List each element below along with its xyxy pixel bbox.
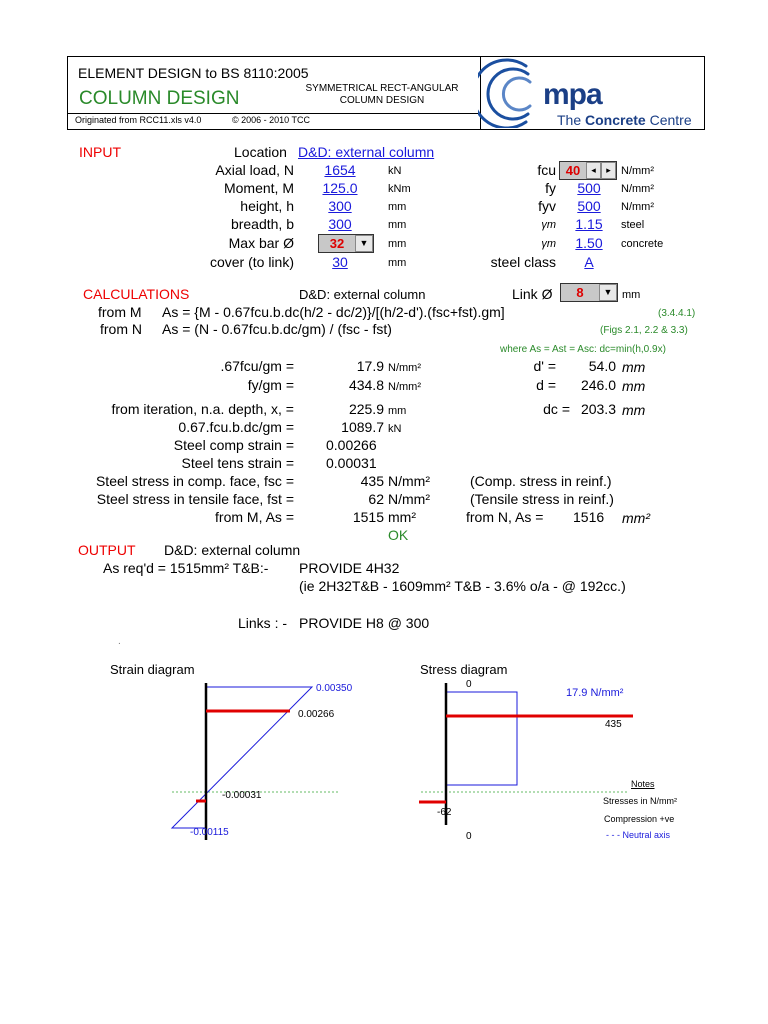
link-value: 8 <box>561 284 599 301</box>
header-divider <box>68 113 480 114</box>
fcu-gm-label: .67fcu/gm = <box>220 358 294 374</box>
fyv-unit: N/mm² <box>621 201 654 213</box>
chevron-down-icon[interactable]: ▼ <box>599 284 617 301</box>
strain-tens-value: -0.00031 <box>222 790 262 801</box>
dc-unit: mm <box>622 402 646 418</box>
from-n-formula: As = (N - 0.67fcu.b.dc/gm) / (fsc - fst) <box>162 321 392 337</box>
gamma-m-steel-input[interactable]: 1.15 <box>575 216 603 232</box>
as-from-m-value: 1515 <box>352 509 384 525</box>
steel-class-input[interactable]: A <box>584 254 594 270</box>
links-value: PROVIDE H8 @ 300 <box>299 615 430 631</box>
fyv-label: fyv <box>538 198 556 214</box>
breadth-label: breadth, b <box>230 216 294 232</box>
stress-zero-bottom: 0 <box>466 831 472 842</box>
na-depth-unit: mm <box>388 405 407 417</box>
fyv-input[interactable]: 500 <box>577 198 601 214</box>
gamma-m-steel-label: γm <box>541 219 556 231</box>
fy-gm-label: fy/gm = <box>247 377 294 393</box>
link-label: Link Ø <box>512 286 553 302</box>
from-n-reference: (Figs 2.1, 2.2 & 3.3) <box>600 325 688 336</box>
d-unit: mm <box>622 378 646 394</box>
strain-diagram <box>160 680 340 850</box>
comp-strain-label: Steel comp strain = <box>173 437 294 453</box>
as-from-n-label: from N, As = <box>466 509 544 525</box>
height-input[interactable]: 300 <box>328 198 352 214</box>
gamma-m-concrete-input[interactable]: 1.50 <box>575 235 603 251</box>
concrete-force-label: 0.67.fcu.b.dc/gm = <box>178 419 294 435</box>
fy-label: fy <box>545 180 556 196</box>
cover-label: cover (to link) <box>209 254 294 270</box>
notes-neutral-axis: - - - Neutral axis <box>606 830 671 840</box>
stress-diagram-title: Stress diagram <box>420 662 508 677</box>
moment-input[interactable]: 125.0 <box>322 180 358 196</box>
fy-unit: N/mm² <box>621 183 654 195</box>
from-m-formula: As = {M - 0.67fcu.b.dc(h/2 - dc/2)}/[(h/2-d').(fsc+fst).gm] <box>162 304 505 320</box>
location-label: Location <box>234 144 287 160</box>
strain-diagram-title: Strain diagram <box>110 662 195 677</box>
sym-line-1: SYMMETRICAL RECT-ANGULAR <box>305 83 459 94</box>
gamma-m-concrete-unit: concrete <box>621 238 664 250</box>
fsc-value: 435 <box>360 473 384 489</box>
link-dropdown[interactable] <box>560 283 618 302</box>
ok-status: OK <box>388 527 409 543</box>
strain-bottom-value: -0.00115 <box>190 827 229 838</box>
axial-load-input[interactable]: 1654 <box>324 162 356 178</box>
originated-text: Originated from RCC11.xls v4.0 <box>75 115 202 125</box>
output-location: D&D: external column <box>164 542 301 558</box>
fcu-unit: N/mm² <box>621 165 654 177</box>
moment-label: Moment, M <box>223 180 294 196</box>
from-n-label: from N <box>100 321 142 337</box>
d-prime-unit: mm <box>622 359 646 375</box>
fst-label: Steel stress in tensile face, fst = <box>96 491 294 507</box>
fcu-gm-value: 17.9 <box>356 358 384 374</box>
tens-strain-value: 0.00031 <box>326 455 377 471</box>
as-from-n-unit: mm² <box>622 510 650 526</box>
d-prime-label: d' = <box>533 358 556 374</box>
input-heading: INPUT <box>79 144 121 160</box>
as-from-m-unit: mm² <box>388 509 416 525</box>
comp-strain-value: 0.00266 <box>326 437 377 453</box>
calc-heading: CALCULATIONS <box>83 286 190 302</box>
dc-label: dc = <box>543 401 570 417</box>
strain-top-value: 0.00350 <box>316 683 353 694</box>
links-label: Links : - <box>238 615 288 631</box>
calc-location: D&D: external column <box>299 287 426 302</box>
stress-tens-value: -62 <box>437 807 452 818</box>
provide-detail: (ie 2H32T&B - 1609mm² T&B - 3.6% o/a - @ 192cc.) <box>299 578 626 594</box>
logo-subtitle: The Concrete Centre <box>557 112 692 128</box>
stress-concrete-value: 17.9 N/mm² <box>566 687 624 699</box>
copyright-text: © 2006 - 2010 TCC <box>232 115 311 125</box>
max-bar-label: Max bar Ø <box>228 235 294 251</box>
height-label: height, h <box>240 198 294 214</box>
dot-mark: . <box>118 636 121 647</box>
fcu-label: fcu <box>537 162 556 178</box>
notes-stresses: Stresses in N/mm² <box>603 796 678 806</box>
notes-title: Notes <box>631 779 655 789</box>
cover-input[interactable]: 30 <box>332 254 348 270</box>
location-value[interactable]: D&D: external column <box>298 144 435 160</box>
max-bar-unit: mm <box>388 238 407 250</box>
max-bar-dropdown[interactable] <box>318 234 374 253</box>
fst-unit: N/mm² <box>388 491 430 507</box>
where-note: where As = Ast = Asc: dc=min(h,0.9x) <box>500 344 666 355</box>
strain-profile <box>172 687 312 828</box>
arrow-right-icon[interactable]: ▸ <box>601 162 616 179</box>
fcu-value: 40 <box>560 162 586 179</box>
height-unit: mm <box>388 201 407 213</box>
as-required: As req'd = 1515mm² T&B:- <box>103 560 269 576</box>
fcu-spinner[interactable] <box>559 161 617 180</box>
fcu-gm-unit: N/mm² <box>388 362 421 374</box>
as-from-n-value: 1516 <box>573 509 605 525</box>
d-value: 246.0 <box>580 377 616 393</box>
stress-diagram <box>415 680 635 850</box>
dc-value: 203.3 <box>580 401 616 417</box>
cover-unit: mm <box>388 257 407 269</box>
stress-block <box>446 692 517 785</box>
doc-title: ELEMENT DESIGN to BS 8110:2005 <box>78 65 309 81</box>
axial-load-label: Axial load, N <box>215 162 294 178</box>
moment-unit: kNm <box>388 183 411 195</box>
as-from-m-label: from M, As = <box>215 509 294 525</box>
na-depth-value: 225.9 <box>348 401 384 417</box>
gamma-m-concrete-label: γm <box>541 238 556 250</box>
from-m-reference: (3.4.4.1) <box>658 308 696 319</box>
tens-strain-label: Steel tens strain = <box>181 455 294 471</box>
fst-value: 62 <box>368 491 384 507</box>
fsc-note: (Comp. stress in reinf.) <box>470 473 612 489</box>
link-unit: mm <box>622 289 641 301</box>
axial-load-unit: kN <box>388 165 402 177</box>
fy-gm-value: 434.8 <box>348 377 384 393</box>
na-depth-label: from iteration, n.a. depth, x, = <box>111 401 294 417</box>
steel-class-label: steel class <box>490 254 556 270</box>
arrow-left-icon[interactable]: ◂ <box>586 162 601 179</box>
stress-zero-top: 0 <box>466 679 472 690</box>
d-label: d = <box>536 377 556 393</box>
output-heading: OUTPUT <box>78 542 136 558</box>
fsc-unit: N/mm² <box>388 473 430 489</box>
fsc-label: Steel stress in comp. face, fsc = <box>95 473 294 489</box>
strain-comp-value: 0.00266 <box>298 709 335 720</box>
d-prime-value: 54.0 <box>588 358 616 374</box>
concrete-force-unit: kN <box>388 423 402 435</box>
fy-input[interactable]: 500 <box>577 180 601 196</box>
notes-compression: Compression +ve <box>604 814 675 824</box>
breadth-unit: mm <box>388 219 407 231</box>
sym-line-2: COLUMN DESIGN <box>339 95 425 106</box>
fst-note: (Tensile stress in reinf.) <box>470 491 614 507</box>
concrete-force-value: 1089.7 <box>341 419 384 435</box>
from-m-label: from M <box>98 304 142 320</box>
breadth-input[interactable]: 300 <box>328 216 352 232</box>
provide-main-bars: PROVIDE 4H32 <box>299 560 400 576</box>
logo-text: mpa <box>543 78 602 111</box>
fy-gm-unit: N/mm² <box>388 381 421 393</box>
doc-subtitle: COLUMN DESIGN <box>79 88 240 109</box>
gamma-m-steel-unit: steel <box>621 219 645 231</box>
max-bar-value: 32 <box>319 235 355 252</box>
chevron-down-icon[interactable]: ▼ <box>355 235 373 252</box>
stress-comp-value: 435 <box>605 719 622 730</box>
